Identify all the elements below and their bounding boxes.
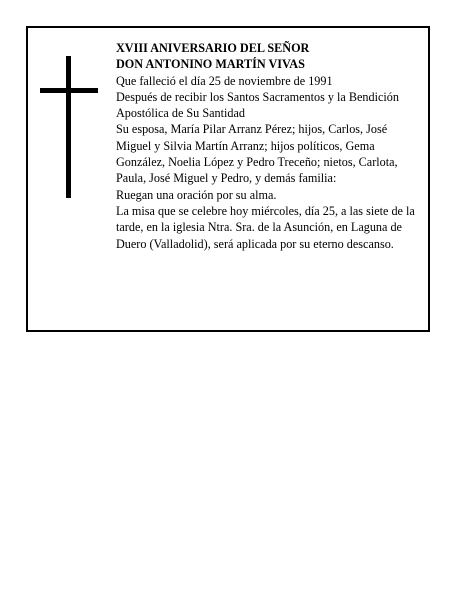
notice-title-line-1: XVIII ANIVERSARIO DEL SEÑOR [116, 41, 310, 55]
mass-paragraph: La misa que se celebre hoy miércoles, día 25, a las siete de la tarde, en la iglesia Ntra. Sra. de la Asunción, en Laguna de Duero (Valladolid), será aplicada por su eterno descanso. [116, 203, 415, 251]
cross-vertical-bar [66, 56, 71, 198]
notice-title-line-2: DON ANTONINO MARTÍN VIVAS [116, 57, 305, 72]
death-date-paragraph: Que falleció el día 25 de noviembre de 1991 [116, 73, 333, 88]
notice-text [116, 40, 418, 252]
obituary-notice [26, 26, 430, 332]
cross-horizontal-bar [40, 88, 98, 93]
latin-cross-icon [40, 56, 98, 198]
prayer-paragraph: Ruegan una oración por su alma. [116, 187, 277, 202]
family-paragraph: Su esposa, María Pilar Arranz Pérez; hijos, Carlos, José Miguel y Silvia Martín Arranz; hijos políticos, Gema González, Noelia López y Pedro Treceño; nietos, Carlota, Paula, José Miguel y Pedro, y demás familia: [116, 122, 398, 186]
sacraments-paragraph: Después de recibir los Santos Sacramentos y la Bendición Apostólica de Su Santidad [116, 89, 399, 121]
